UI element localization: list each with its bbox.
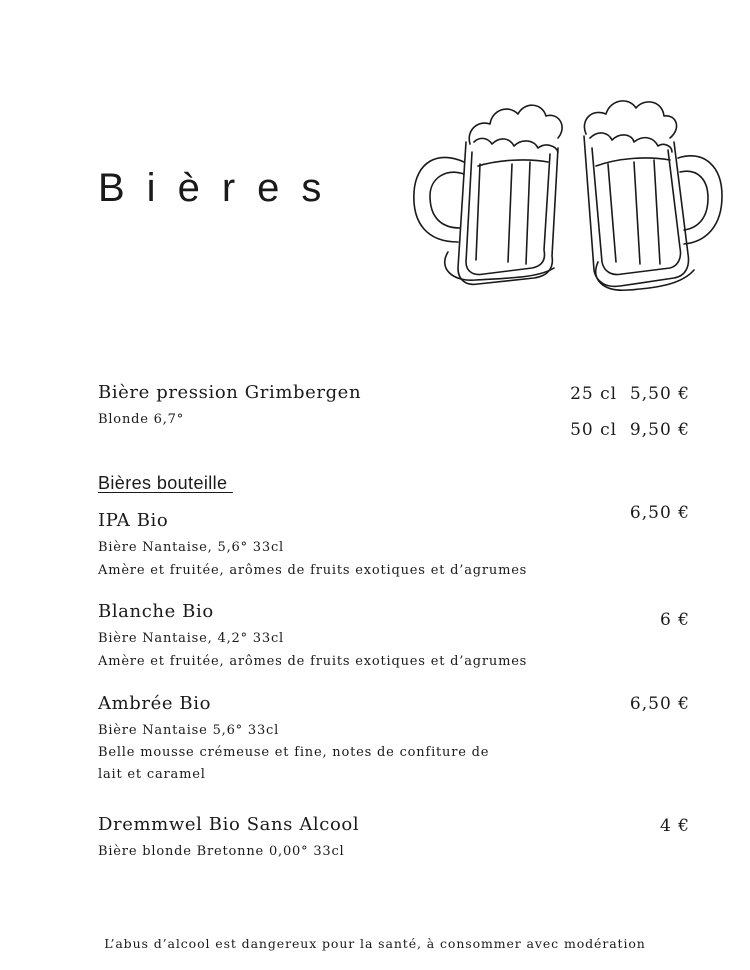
blanche-bio-line-2: Amère et fruitée, arômes de fruits exotiques et d’agrumes: [98, 654, 528, 669]
beer-mugs-line-art-icon: [408, 92, 728, 302]
health-warning-footer: L’abus d’alcool est dangereux pour la santé, à consommer avec modération: [104, 936, 646, 951]
bottles-section-heading: Bières bouteille: [98, 473, 233, 493]
ambree-bio-name: Ambrée Bio: [98, 693, 212, 714]
blanche-bio-line-1: Bière Nantaise, 4,2° 33cl: [98, 631, 284, 646]
blanche-bio-name: Blanche Bio: [98, 601, 214, 622]
draft-amount-large: 9,50 €: [629, 420, 690, 440]
ambree-bio-price: 6,50 €: [629, 694, 690, 714]
page-title: Bières: [98, 166, 344, 210]
ambree-bio-line-2: Belle mousse crémeuse et fine, notes de confiture de: [98, 745, 490, 760]
ipa-bio-line-2: Amère et fruitée, arômes de fruits exotiques et d’agrumes: [98, 563, 528, 578]
draft-amount-small: 5,50 €: [629, 384, 690, 404]
ipa-bio-line-1: Bière Nantaise, 5,6° 33cl: [98, 540, 284, 555]
draft-size-large: 50 cl: [570, 420, 618, 440]
draft-beer-name: Bière pression Grimbergen: [98, 382, 362, 403]
dremmwel-name: Dremmwel Bio Sans Alcool: [98, 814, 360, 835]
dremmwel-price: 4 €: [659, 816, 690, 836]
ambree-bio-line-3: lait et caramel: [98, 767, 206, 782]
draft-beer-description: Blonde 6,7°: [98, 412, 185, 427]
draft-size-small: 25 cl: [570, 384, 618, 404]
ipa-bio-name: IPA Bio: [98, 510, 169, 531]
blanche-bio-price: 6 €: [659, 610, 690, 630]
ambree-bio-line-1: Bière Nantaise 5,6° 33cl: [98, 723, 280, 738]
ipa-bio-price: 6,50 €: [629, 503, 690, 523]
dremmwel-line-1: Bière blonde Bretonne 0,00° 33cl: [98, 844, 345, 859]
draft-price-large: [570, 422, 690, 439]
draft-price-small: [570, 386, 690, 403]
